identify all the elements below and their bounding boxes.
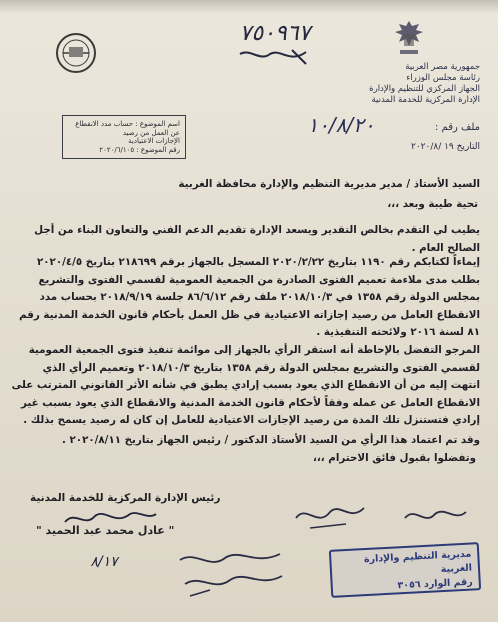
handwritten-number-icon <box>210 12 340 70</box>
addressee: السيد الأستاذ / مدير مديرية التنظيم والإدارة محافظة الغربية <box>178 178 480 190</box>
subject-line: اسم الموضوع : حساب مدد الانقطاع عن العمل من رصيد <box>75 120 180 137</box>
government-header <box>330 62 480 106</box>
greeting: تحية طيبة وبعد ،،، <box>387 198 478 210</box>
date-label: التاريخ ١٩ /٢٠٢٠/٨ <box>410 142 480 152</box>
stamp-line: مديرية التنظيم والإدارة الغربية <box>363 548 473 576</box>
paragraph-4: وقد تم اعتماد هذا الرأي من السيد الأستاذ الدكتور / رئيس الجهاز بتاريخ ٢٠٢٠/٨/١١ . <box>62 434 480 446</box>
subject-line: رقم الموضوع : ٢٠٢٠/٦/١٠٥ <box>99 145 180 154</box>
round-seal-icon <box>55 32 97 74</box>
incoming-stamp <box>329 542 481 598</box>
paragraph-2: إيماءاً لكتابكم رقم ١١٩٠ بتاريخ ٢٠٢٠/٢/٢٢ المسجل بالجهاز برقم ٢١٨٦٩٩ بتاريخ ٢٠٢٠/٤/٥ بطلب مدى ملاءمة تعميم الفتوى الصادرة من الجمعية العمومية لقسمي الفتوى والتشريع بمجلس الدولة رقم ١٣٥٨ في ٢٠١٨/١٠/٣ ملف رقم ٨٦/٦/١٢ جلسة ٢٠١٨/٩/١٩ بحساب مدد الانقطاع العامل من رصيد إجازاته الاعتيادية في ظل العمل بأحكام قانون الخدمة المدنية رقم ٨١ لسنة ٢٠١٦ ولائحته التنفيذية . <box>19 256 480 339</box>
gov-line: جمهورية مصر العربية <box>405 62 480 72</box>
handwritten-note-icon <box>170 540 290 600</box>
handwritten-initials-icon <box>400 500 470 530</box>
handwritten-number: ٧٥٠٩٦٧ <box>239 21 311 46</box>
signature-date-icon <box>74 548 134 572</box>
paragraph-1: يطيب لي التقدم بخالص التقدير ويسعد الإدارة تقديم الدعم الفني والتعاون البناء من أجل الصالح العام . <box>34 224 480 254</box>
ref-label: ملف رقم : <box>434 122 480 133</box>
subject-box <box>62 115 186 159</box>
signature-name: " عادل محمد عبد الحميد " <box>36 524 175 537</box>
paragraph-3: المرجو التفضل بالإحاطة أنه استقر الرأي بالجهاز إلى موائمة تنفيذ فتوى الجمعية العمومية لقسمي الفتوى والتشريع بمجلس الدولة رقم ١٣٥٨ بتاريخ ٢٠١٨/١٠/٣ وتعميم الرأي الذي انتهت إليه من أن الانقطاع الذي يعود بسبب إرادي يطبق في شأنه الأثر القانوني المترتب على الانقطاع العامل عن عمله وفقاً لأحكام قانون الخدمة المدنية والانقطاع الذي يعود بسبب غير إرادي فتستنزل تلك المدة من رصيد الإجازات الاعتيادية للعامل إن كان له رصيد يسمح بذلك . <box>11 344 480 427</box>
subject-line: الإجازات الاعتيادية <box>128 137 180 145</box>
closing: وتفضلوا بقبول فائق الاحترام ،،، <box>312 452 476 464</box>
eagle-emblem-icon <box>392 18 426 58</box>
stamp-line: رقم الوارد ٣٠٥٦ <box>397 576 474 592</box>
signature-hand-date: ٨/١٧ <box>90 554 118 570</box>
gov-line: رئاسة مجلس الوزراء <box>406 73 480 83</box>
handwritten-mark-icon <box>290 494 370 534</box>
signature-title: رئيس الإدارة المركزية للخدمة المدنية <box>30 492 221 504</box>
handwritten-date: ١٠/٨/٢٠ <box>307 113 375 137</box>
gov-line: الإدارة المركزية للخدمة المدنية <box>371 95 480 105</box>
handwritten-date-icon <box>286 108 396 140</box>
gov-line: الجهاز المركزي للتنظيم والإدارة <box>369 84 480 94</box>
